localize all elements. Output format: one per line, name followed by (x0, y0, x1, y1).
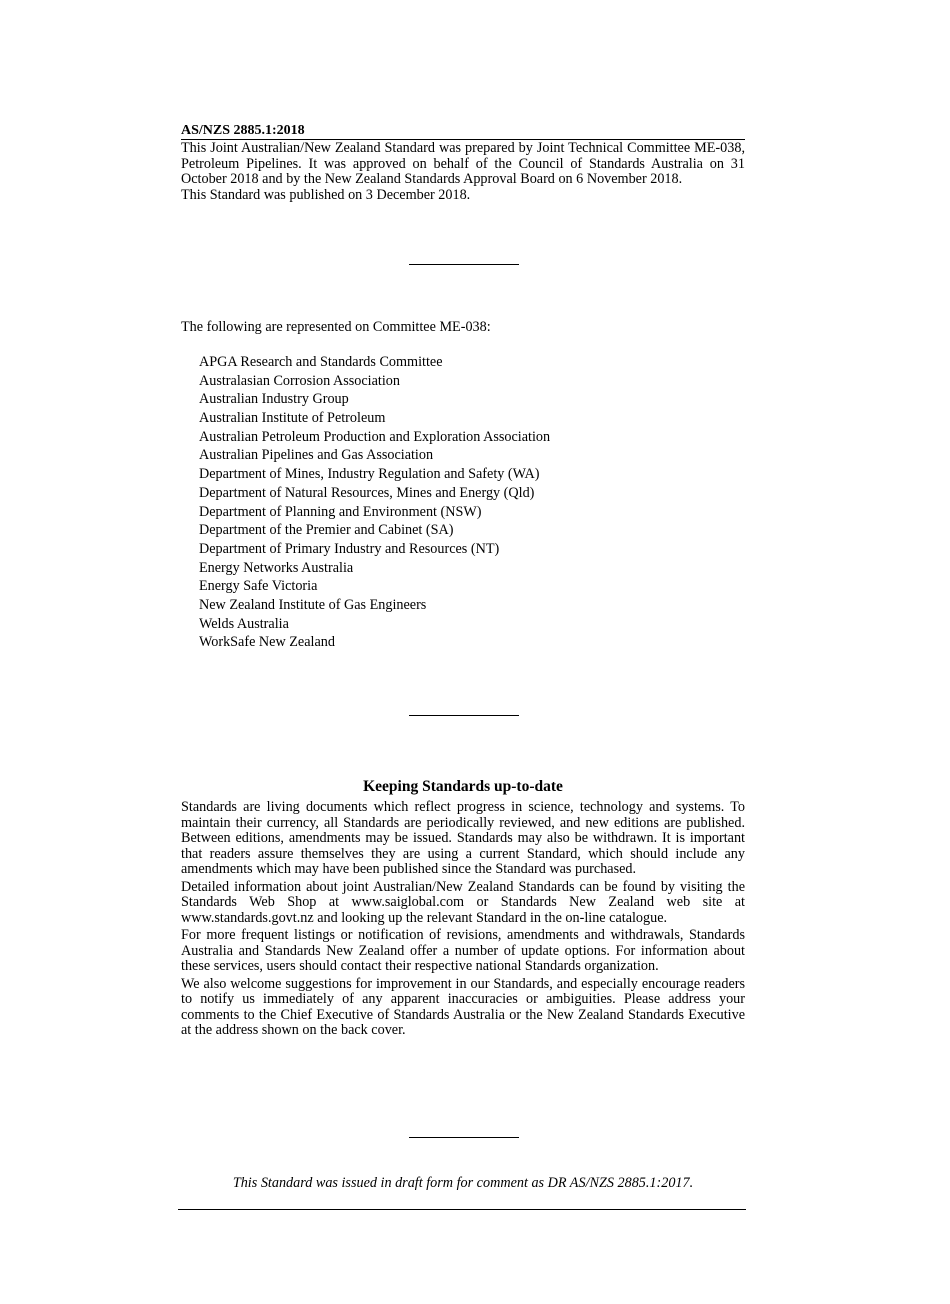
committee-member: Australian Industry Group (199, 391, 349, 408)
publication-text: This Standard was published on 3 December 2018. (181, 186, 471, 203)
keeping-standards-body (181, 800, 745, 1041)
committee-member: Department of Mines, Industry Regulation and Safety (WA) (199, 466, 540, 483)
committee-member: Australasian Corrosion Association (199, 372, 400, 389)
committee-member: Energy Networks Australia (199, 559, 354, 576)
keeping-paragraph: We also welcome suggestions for improvement in our Standards, and especially encourage readers to notify us immediately of any apparent inaccuracies or ambiguities. Please address your comments to the Chief Executive of Standards Australia or the New Zealand Standards Executive at the address shown on the back cover. (181, 975, 745, 1038)
committee-member: Welds Australia (199, 615, 289, 632)
footer-rule (178, 1209, 746, 1210)
committee-member: Department of Natural Resources, Mines and Energy (Qld) (199, 484, 535, 501)
standard-code: AS/NZS 2885.1:2018 (181, 123, 305, 138)
committee-member: Department of Planning and Environment (NSW) (199, 503, 482, 520)
keeping-paragraph: Standards are living documents which reflect progress in science, technology and systems. To maintain their currency, all Standards are periodically reviewed, and new editions are published. Between editions, amendments may be issued. Standards may also be withdrawn. It is important that readers assure themselves they are using a current Standard, which should include any amendments which may have been published since the Standard was purchased. (181, 799, 745, 877)
committee-member: Department of Primary Industry and Resources (NT) (199, 540, 500, 557)
section-separator (409, 264, 519, 265)
document-page (181, 0, 745, 1304)
committee-member: Australian Pipelines and Gas Association (199, 447, 434, 464)
section-separator (409, 1137, 519, 1138)
keeping-paragraph: Detailed information about joint Australian/New Zealand Standards can be found by visiting the Standards Web Shop at www.saiglobal.com or Standards New Zealand web site at www.standards.govt.nz and looking up the relevant Standard in the on-line catalogue. (181, 878, 745, 926)
committee-member: APGA Research and Standards Committee (199, 354, 443, 370)
committee-member: Department of the Premier and Cabinet (SA) (199, 522, 454, 539)
keeping-standards-heading: Keeping Standards up-to-date (363, 778, 563, 795)
committee-member: Energy Safe Victoria (199, 578, 318, 595)
committee-member: WorkSafe New Zealand (199, 634, 335, 651)
committee-intro: The following are represented on Committee ME-038: (181, 319, 491, 335)
committee-member-list (199, 353, 550, 652)
committee-member: Australian Institute of Petroleum (199, 410, 386, 427)
committee-member: Australian Petroleum Production and Exploration Association (199, 428, 551, 445)
approval-text: This Joint Australian/New Zealand Standard was prepared by Joint Technical Committee ME-038, Petroleum Pipelines. It was approved on behalf of the Council of Standards Australia on 31 October 2018 and by the New Zealand Standards Approval Board on 6 November 2018. (181, 140, 745, 187)
draft-note: This Standard was issued in draft form for comment as DR AS/NZS 2885.1:2017. (232, 1175, 694, 1191)
committee-member: New Zealand Institute of Gas Engineers (199, 596, 427, 613)
section-separator (409, 715, 519, 716)
approval-block (181, 141, 745, 203)
keeping-paragraph: For more frequent listings or notification of revisions, amendments and withdrawals, Standards Australia and Standards New Zealand offer a number of update options. For information about these services, users should contact their respective national Standards organization. (181, 927, 745, 974)
